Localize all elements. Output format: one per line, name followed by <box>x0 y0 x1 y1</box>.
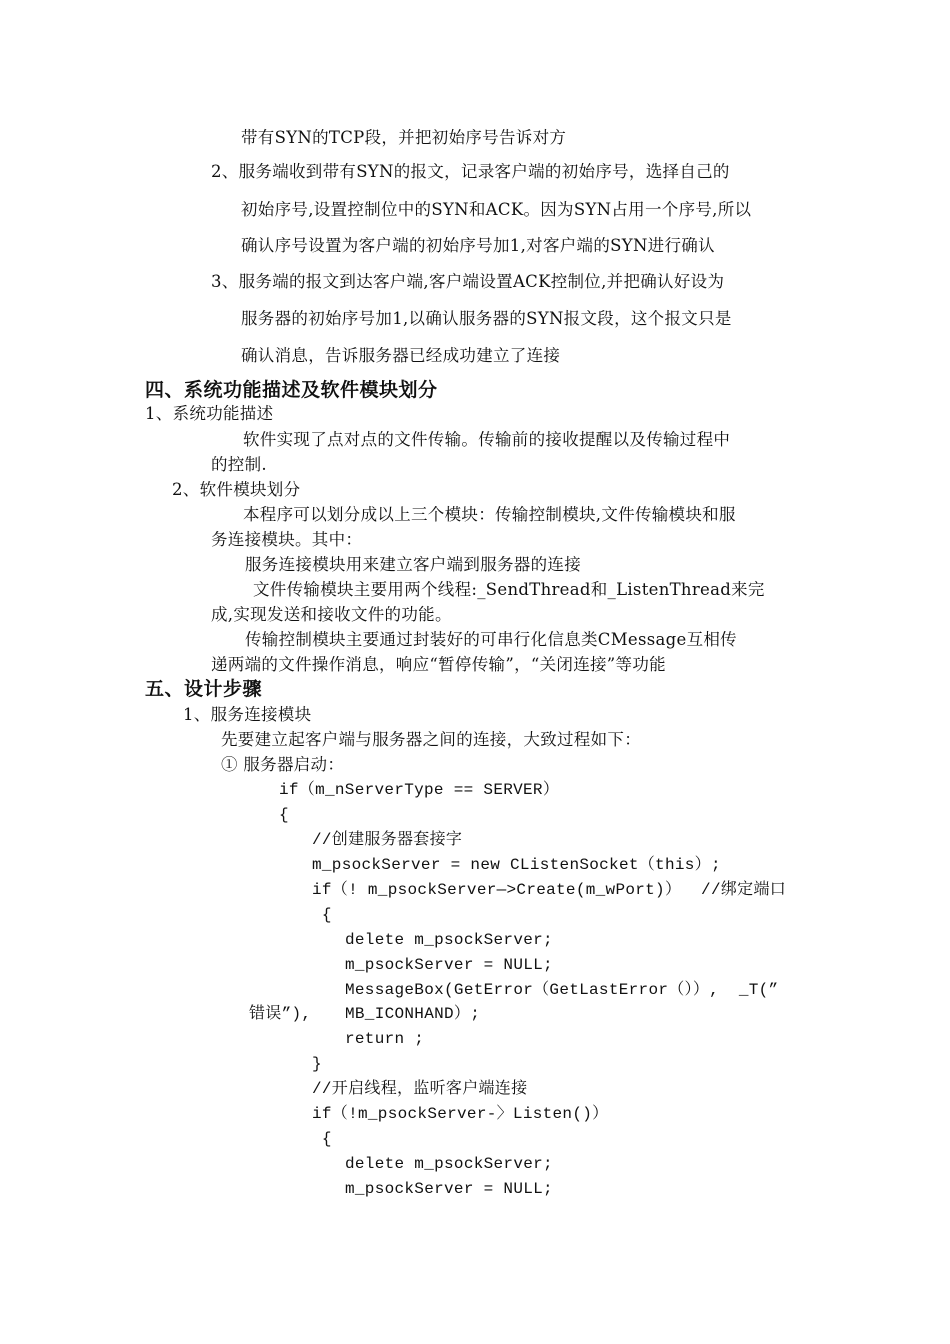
code-line: { <box>312 906 332 924</box>
subsection-heading: 1、服务连接模块 <box>183 705 312 724</box>
paragraph-line: 本程序可以划分成以上三个模块：传输控制模块,文件传输模块和服 <box>243 505 736 524</box>
code-line: 错误”), <box>249 1005 312 1023</box>
code-line: { <box>279 806 289 824</box>
code-comment: //创建服务器套接字 <box>312 831 463 849</box>
subsection-heading: 1、系统功能描述 <box>145 404 274 423</box>
list-item-2-line-2: 初始序号,设置控制位中的SYN和ACK。因为SYN占用一个序号,所以 <box>241 200 752 219</box>
paragraph-line: 务连接模块。其中： <box>211 530 363 549</box>
code-comment: //开启线程，监听客户端连接 <box>312 1080 528 1098</box>
paragraph-line: 软件实现了点对点的文件传输。传输前的接收提醒以及传输过程中 <box>243 430 731 449</box>
paragraph-line: 先要建立起客户端与服务器之间的连接，大致过程如下： <box>221 730 641 749</box>
paragraph-line: 递两端的文件操作消息，响应“暂停传输”，“关闭连接”等功能 <box>211 655 666 674</box>
section-heading-4: 四、系统功能描述及软件模块划分 <box>145 379 438 401</box>
section-heading-5: 五、设计步骤 <box>145 678 263 700</box>
paragraph-line: 传输控制模块主要通过封装好的可串行化信息类CMessage互相传 <box>245 630 737 649</box>
code-line: m_psockServer = NULL; <box>345 956 553 974</box>
code-line: } <box>312 1055 322 1073</box>
code-line: { <box>312 1130 332 1148</box>
list-item-2-line-1: 2、服务端收到带有SYN的报文，记录客户端的初始序号，选择自己的 <box>211 162 730 181</box>
list-item-3-line-3: 确认消息，告诉服务器已经成功建立了连接 <box>241 346 561 365</box>
code-line: delete m_psockServer; <box>345 1155 553 1173</box>
paragraph-line: 成,实现发送和接收文件的功能。 <box>211 605 452 624</box>
paragraph-line: 文件传输模块主要用两个线程:_SendThread和_ListenThread来完 <box>253 580 765 599</box>
paragraph-line: 带有SYN的TCP段，并把初始序号告诉对方 <box>241 128 567 147</box>
code-line: delete m_psockServer; <box>345 931 553 949</box>
code-line: if（m_nServerType == SERVER） <box>279 781 560 799</box>
code-line: if（! m_psockServer—>Create(m_wPort)） //绑定端口 <box>312 881 787 899</box>
code-line: MessageBox(GetError（GetLastError（））, _T(” <box>345 981 779 999</box>
subsection-heading: 2、软件模块划分 <box>172 480 301 499</box>
list-item-2-line-3: 确认序号设置为客户端的初始序号加1,对客户端的SYN进行确认 <box>241 236 715 255</box>
list-item-3-line-2: 服务器的初始序号加1,以确认服务器的SYN报文段，这个报文只是 <box>241 309 732 328</box>
code-line: m_psockServer = new CListenSocket（this）; <box>312 856 721 874</box>
code-line: if（!m_psockServer-〉Listen()） <box>312 1105 609 1123</box>
paragraph-line: 服务连接模块用来建立客户端到服务器的连接 <box>245 555 581 574</box>
paragraph-line: 的控制. <box>211 455 267 474</box>
code-line: return ; <box>345 1030 425 1048</box>
code-line: MB_ICONHAND）; <box>345 1005 481 1023</box>
code-line: m_psockServer = NULL; <box>345 1180 553 1198</box>
list-item-3-line-1: 3、服务端的报文到达客户端,客户端设置ACK控制位,并把确认好设为 <box>211 272 725 291</box>
step-heading: ① 服务器启动： <box>221 755 345 774</box>
